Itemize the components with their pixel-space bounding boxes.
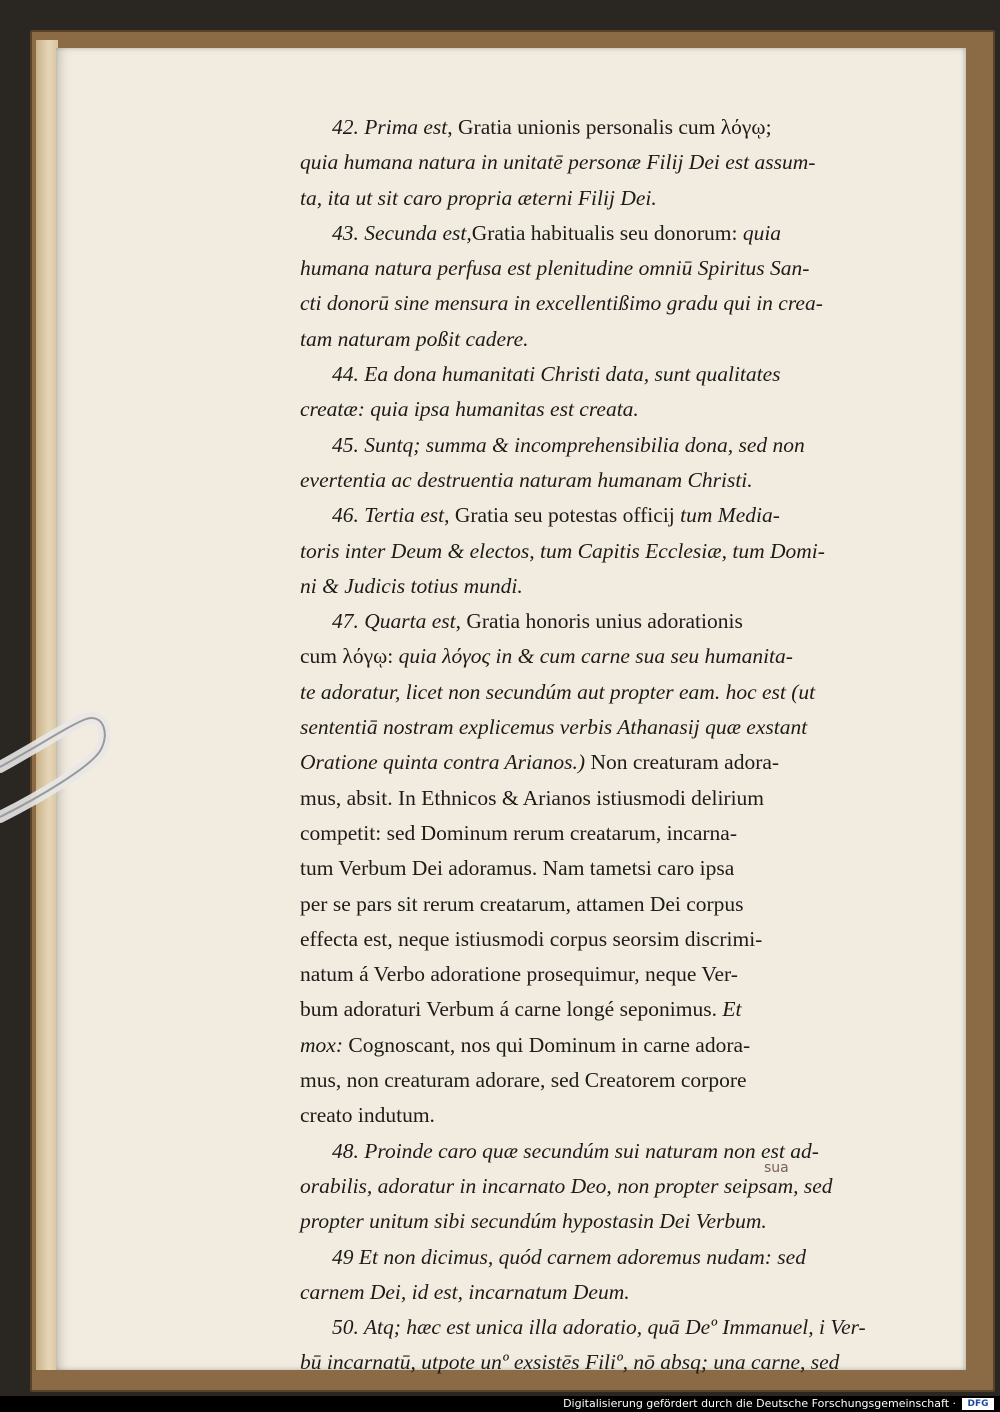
text-segment: propter unitum sibi secundúm hypostasin Dei Verbum.: [300, 1209, 767, 1234]
text-segment: creatæ: quia ipsa humanitas est creata.: [300, 397, 639, 422]
text-segment: , Gratia honoris unius adorationis: [455, 609, 743, 634]
text-line: [300, 534, 908, 569]
text-line: [300, 181, 908, 216]
text-segment: cti donorū sine mensura in excellentißimo gradu qui in crea-: [300, 291, 823, 316]
text-line: [300, 957, 908, 992]
text-segment: orabilis, adoratur in incarnato Deo, non propter seipsam, sed: [300, 1173, 833, 1198]
text-segment: Cognoscant, nos qui Dominum in carne adora-: [348, 1032, 751, 1057]
paragraph: [300, 1134, 908, 1240]
text-segment: per se pars sit rerum creatarum, attamen Dei corpus: [300, 891, 744, 916]
text-segment: tum Verbum Dei adoramus. Nam tametsi caro ipsa: [300, 856, 735, 881]
paper-clip-icon: [0, 705, 110, 835]
paragraph: [300, 1310, 908, 1381]
paragraph: [300, 604, 908, 1133]
text-line: [300, 675, 908, 710]
text-line: [300, 392, 908, 427]
text-line: [300, 569, 908, 604]
text-segment: 45. Suntq; summa & incomprehensibilia dona, sed non: [332, 432, 805, 457]
text-line: [300, 1134, 908, 1169]
text-line: [300, 1345, 908, 1380]
text-segment: , Gratia unionis personalis cum λόγῳ;: [447, 115, 772, 139]
footer-text: Digitalisierung gefördert durch die Deutsche Forschungsgemeinschaft ·: [563, 1397, 956, 1410]
text-segment: toris inter Deum & electos, tum Capitis Ecclesiæ, tum Domi-: [300, 538, 825, 563]
text-line: [300, 1169, 908, 1204]
text-segment: sententiā nostram explicemus verbis Athanasij quæ exstant: [300, 715, 808, 740]
text-segment: creato indutum.: [300, 1103, 435, 1128]
text-line: [300, 322, 908, 357]
text-segment: 42. Prima est: [332, 115, 448, 139]
text-line: [300, 639, 908, 674]
text-segment: Gratia habitualis seu donorum:: [471, 220, 743, 245]
text-segment: natum á Verbo adoratione prosequimur, neque Ver-: [300, 962, 738, 987]
text-line: [300, 463, 908, 498]
text-segment: 47. Quarta est: [332, 609, 456, 634]
text-line: [300, 1275, 908, 1310]
text-segment: bum adoraturi Verbum á carne longé seponimus.: [300, 997, 723, 1022]
text-line: [300, 781, 908, 816]
paragraph: [300, 428, 908, 499]
text-line: [300, 992, 908, 1027]
text-segment: 49 Et non dicimus, quód carnem adoremus nudam: sed: [332, 1244, 806, 1269]
text-segment: evertentia ac destruentia naturam humanam Christi.: [300, 467, 753, 492]
text-segment: 50. Atq; hæc est unica illa adoratio, quā Deº Immanuel, i Ver-: [332, 1315, 866, 1340]
text-segment: quia humana natura in unitatē personæ Filij Dei est assum-: [300, 150, 816, 175]
text-line: [300, 745, 908, 780]
text-line: [300, 816, 908, 851]
text-line: [300, 428, 908, 463]
dfg-logo: DFG: [962, 1398, 994, 1410]
text-segment: carnem Dei, id est, incarnatum Deum.: [300, 1279, 630, 1304]
text-segment: 44. Ea dona humanitati Christi data, sunt qualitates: [332, 362, 781, 387]
text-segment: quia λόγος in & cum carne sua seu humanita-: [398, 644, 793, 669]
text-segment: ni & Judicis totius mundi.: [300, 573, 523, 598]
paragraph: [300, 498, 908, 604]
text-segment: 43. Secunda est,: [332, 220, 472, 245]
text-line: [300, 110, 908, 145]
text-segment: mox:: [300, 1032, 349, 1057]
footer-bar: [0, 1396, 1000, 1412]
paragraph: [300, 110, 908, 216]
text-line: [300, 1240, 908, 1275]
text-line: [300, 286, 908, 321]
text-segment: competit: sed Dominum rerum creatarum, incarna-: [300, 820, 738, 845]
text-line: [300, 887, 908, 922]
text-segment: te adoratur, licet non secundúm aut propter eam. hoc est (ut: [300, 679, 816, 704]
text-segment: bū incarnatū, utpote unº exsistēs Filiº, nō absq; una carne, sed: [300, 1350, 840, 1375]
text-line: [300, 1204, 908, 1239]
text-line: [300, 251, 908, 286]
text-line: [300, 1310, 908, 1345]
text-segment: cum λόγῳ:: [300, 644, 399, 669]
text-line: [300, 604, 908, 639]
text-line: [300, 498, 908, 533]
text-segment: tam naturam poßit cadere.: [300, 326, 529, 351]
page-text: [300, 110, 908, 1381]
text-line: [300, 145, 908, 180]
text-segment: mus, absit. In Ethnicos & Arianos istiusmodi delirium: [300, 785, 765, 810]
handwritten-correction: sua: [764, 1160, 789, 1176]
text-segment: Et: [722, 997, 742, 1022]
text-line: [300, 1028, 908, 1063]
text-line: [300, 357, 908, 392]
paragraph: [300, 216, 908, 357]
text-segment: 46. Tertia est: [332, 503, 445, 528]
text-segment: quia: [742, 220, 782, 245]
text-line: [300, 851, 908, 886]
paragraph: [300, 1240, 908, 1311]
text-line: [300, 1063, 908, 1098]
text-segment: humana natura perfusa est plenitudine omniū Spiritus San-: [300, 256, 810, 281]
text-line: [300, 216, 908, 251]
text-segment: tum Media-: [680, 503, 780, 528]
text-segment: Oratione quinta contra Arianos.): [300, 750, 591, 775]
text-line: [300, 1098, 908, 1133]
text-segment: mus, non creaturam adorare, sed Creatorem corpore: [300, 1068, 747, 1093]
text-segment: 48. Proinde caro quæ secundúm sui naturam non est ad-: [332, 1138, 819, 1163]
text-line: [300, 922, 908, 957]
text-line: [300, 710, 908, 745]
text-segment: effecta est, neque istiusmodi corpus seorsim discrimi-: [300, 926, 763, 951]
text-segment: , Gratia seu potestas officij: [444, 503, 681, 528]
paragraph: [300, 357, 908, 428]
text-segment: ta, ita ut sit caro propria æterni Filij Dei.: [300, 185, 657, 210]
text-segment: Non creaturam adora-: [590, 750, 780, 775]
